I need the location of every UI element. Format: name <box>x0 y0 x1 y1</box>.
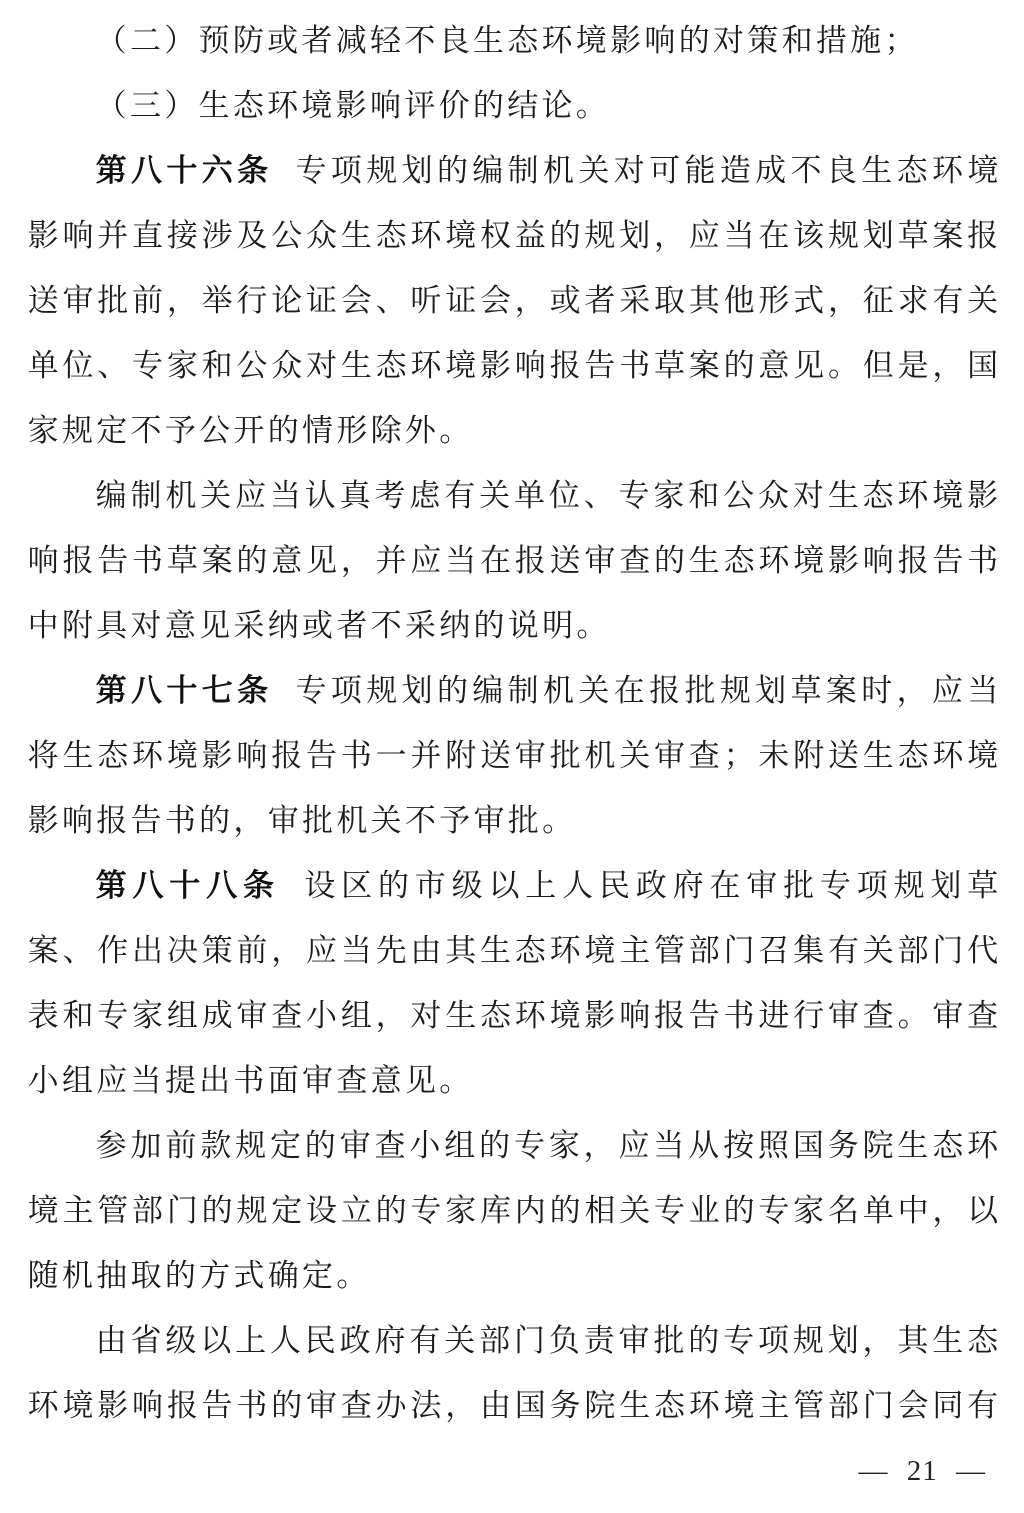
page-number: — 21 — <box>858 1455 986 1487</box>
text-line: （ 二 ） 预 防 或 者 减 轻 不 良 生 态 环 境 影 响 的 对 策 和 措 施 ； <box>95 23 916 58</box>
text-line: 随 机 抽 取 的 方 式 确 定 。 <box>27 1258 368 1293</box>
article-heading-line: 第 八 十 六 条 专 项 规 划 的 编 制 机 关 对 可 能 造 成 不 良 生 态 环 境 <box>95 153 999 188</box>
text-line: 家 规 定 不 予 公 开 的 情 形 除 外 。 <box>27 413 471 448</box>
article-heading-line: 第 八 十 八 条 设 区 的 市 级 以 上 人 民 政 府 在 审 批 专 项 规 划 草 <box>95 868 999 903</box>
document-body <box>26 8 1000 1438</box>
text-line: 响 报 告 书 草 案 的 意 见 ， 并 应 当 在 报 送 审 查 的 生 态 环 境 影 响 报 告 书 <box>27 543 999 578</box>
text-line: 中 附 具 对 意 见 采 纳 或 者 不 采 纳 的 说 明 。 <box>27 608 608 643</box>
text-line: 参 加 前 款 规 定 的 审 查 小 组 的 专 家 ， 应 当 从 按 照 国 务 院 生 态 环 <box>95 1128 999 1163</box>
article-heading-line: 第 八 十 七 条 专 项 规 划 的 编 制 机 关 在 报 批 规 划 草 案 时 ， 应 当 <box>95 673 999 708</box>
text-line: 环 境 影 响 报 告 书 的 审 查 办 法 ， 由 国 务 院 生 态 环 境 主 管 部 门 会 同 有 <box>27 1388 999 1423</box>
text-line: 送 审 批 前 ， 举 行 论 证 会 、 听 证 会 ， 或 者 采 取 其 他 形 式 ， 征 求 有 关 <box>27 283 999 318</box>
text-line: （ 三 ） 生 态 环 境 影 响 评 价 的 结 论 。 <box>95 88 607 123</box>
text-line: 小 组 应 当 提 出 书 面 审 查 意 见 。 <box>27 1063 471 1098</box>
text-line: 由 省 级 以 上 人 民 政 府 有 关 部 门 负 责 审 批 的 专 项 规 划 ， 其 生 态 <box>95 1323 999 1358</box>
text-line: 影 响 并 直 接 涉 及 公 众 生 态 环 境 权 益 的 规 划 ， 应 当 在 该 规 划 草 案 报 <box>27 218 999 253</box>
text-line: 境 主 管 部 门 的 规 定 设 立 的 专 家 库 内 的 相 关 专 业 的 专 家 名 单 中 ， 以 <box>27 1193 999 1228</box>
text-line: 编 制 机 关 应 当 认 真 考 虑 有 关 单 位 、 专 家 和 公 众 对 生 态 环 境 影 <box>95 478 999 513</box>
text-line: 影 响 报 告 书 的 ， 审 批 机 关 不 予 审 批 。 <box>27 803 574 838</box>
text-line: 表 和 专 家 组 成 审 查 小 组 ， 对 生 态 环 境 影 响 报 告 书 进 行 审 查 。 审 查 <box>27 998 999 1033</box>
text-line: 单 位 、 专 家 和 公 众 对 生 态 环 境 影 响 报 告 书 草 案 的 意 见 。 但 是 ， 国 <box>27 348 999 383</box>
text-line: 案 、 作 出 决 策 前 ， 应 当 先 由 其 生 态 环 境 主 管 部 门 召 集 有 关 部 门 代 <box>27 933 999 968</box>
text-line: 将 生 态 环 境 影 响 报 告 书 一 并 附 送 审 批 机 关 审 查 ； 未 附 送 生 态 环 境 <box>27 738 999 773</box>
